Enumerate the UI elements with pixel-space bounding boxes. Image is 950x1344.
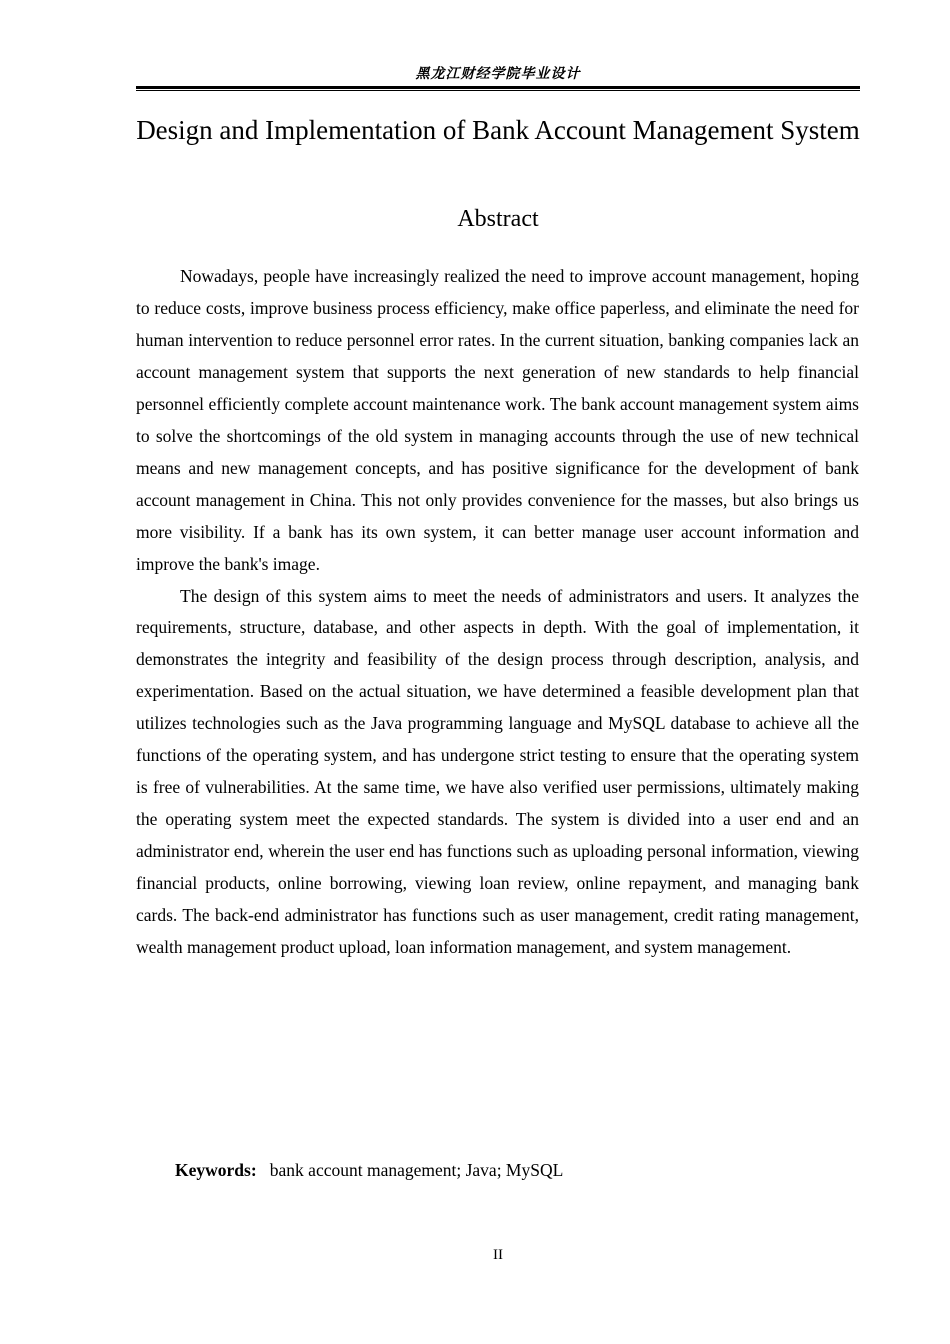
keywords-spacer (261, 1160, 265, 1180)
abstract-body (136, 261, 859, 964)
keywords-label: Keywords: (175, 1160, 257, 1180)
paper-title: Design and Implementation of Bank Account Management System (136, 115, 860, 145)
keywords-line (175, 1155, 859, 1185)
header-rule-thin (136, 90, 860, 91)
running-header: 黑龙江财经学院毕业设计 (415, 67, 581, 82)
abstract-heading: Abstract (457, 206, 539, 232)
page-number: II (493, 1247, 503, 1263)
keywords-text: bank account management; Java; MySQL (269, 1160, 564, 1180)
abstract-paragraph-2: The design of this system aims to meet the needs of administrators and users. It analyzes the requirements, structure, database, and other aspects in depth. With the goal of implementation, it demonstrates the integrity and feasibility of the design process through description, analysis, and experimentation. Based on the actual situation, we have determined a feasible development plan that utilizes technologies such as the Java programming language and MySQL database to achieve all the functions of the operating system, and has undergone strict testing to ensure that the operating system is free of vulnerabilities. At the same time, we have also verified user permissions, ultimately making the operating system meet the expected standards. The system is divided into a user end and an administrator end, wherein the user end has functions such as uploading personal information, viewing financial products, online borrowing, viewing loan review, online repayment, and managing bank cards. The back-end administrator has functions such as user management, credit rating management, wealth management product upload, loan information management, and system management. (136, 585, 859, 958)
abstract-paragraph-1: Nowadays, people have increasingly realized the need to improve account management, hoping to reduce costs, improve business process efficiency, make office paperless, and eliminate the need for human intervention to reduce personnel error rates. In the current situation, banking companies lack an account management system that supports the next generation of new standards to help financial personnel efficiently complete account maintenance work. The bank account management system aims to solve the shortcomings of the old system in managing accounts through the use of new technical means and new management concepts, and has positive significance for the development of bank account management in China. This not only provides convenience for the masses, but also brings us more visibility. If a bank has its own system, it can better manage user account information and improve the bank's image. (136, 266, 859, 574)
header-rule-thick (136, 86, 860, 89)
